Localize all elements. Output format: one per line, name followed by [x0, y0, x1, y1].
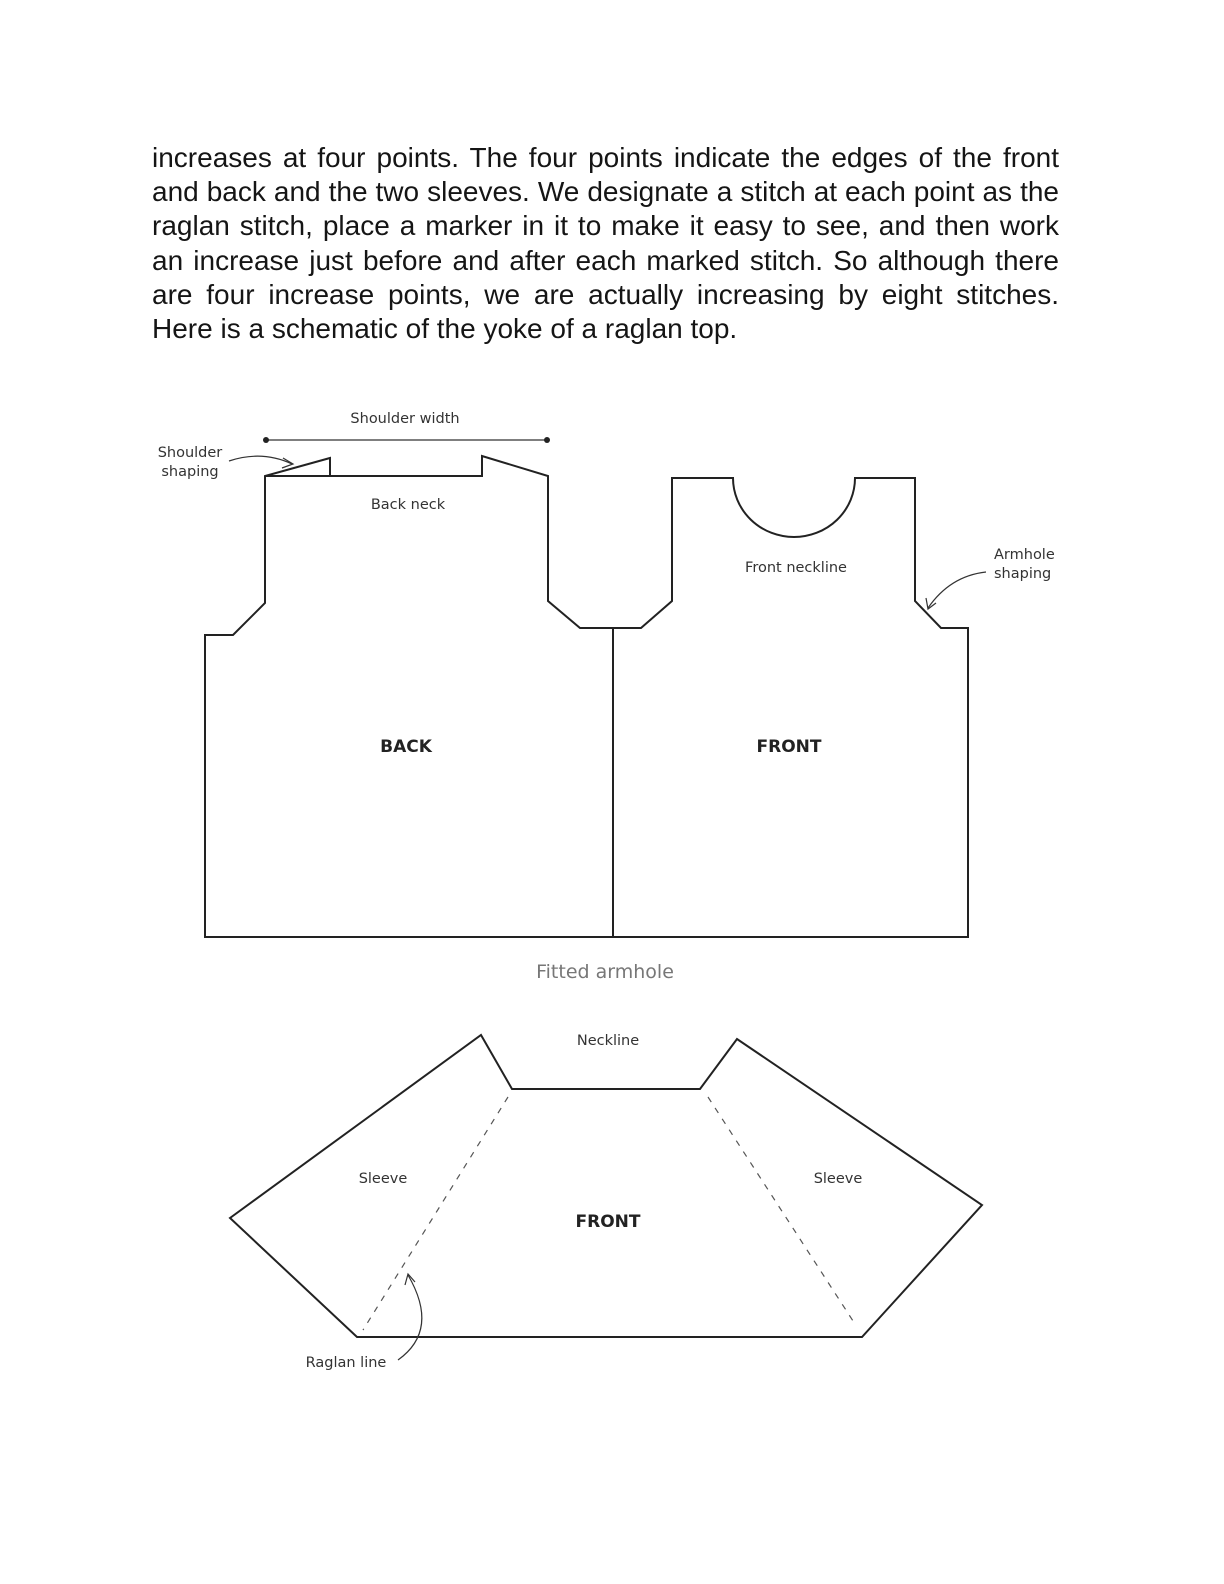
left-sleeve-label: Sleeve — [358, 1171, 408, 1187]
shoulder-shaping-arrow — [229, 456, 293, 468]
front-label: FRONT — [756, 737, 822, 757]
raglan-line-arrow — [398, 1274, 422, 1360]
right-sleeve-label: Sleeve — [813, 1171, 863, 1187]
shoulder-width-label: Shoulder width — [350, 411, 460, 427]
shoulder-shaping-label-line1: Shoulder — [157, 445, 223, 461]
raglan-yoke-outline — [230, 1035, 982, 1337]
back-label: BACK — [380, 737, 432, 757]
shoulder-shaping-label-line2: shaping — [161, 464, 219, 480]
shoulder-width-measure — [263, 437, 550, 443]
front-piece-outline — [613, 478, 968, 937]
raglan-yoke-diagram — [230, 1033, 982, 1371]
back-piece-outline — [205, 456, 613, 937]
front-neckline-label: Front neckline — [745, 560, 847, 576]
raglan-line-label: Raglan line — [305, 1355, 387, 1371]
armhole-shaping-arrow — [926, 572, 986, 609]
neckline-label: Neckline — [576, 1033, 640, 1049]
raglan-front-label: FRONT — [575, 1212, 641, 1232]
fitted-armhole-diagram — [158, 411, 1055, 983]
armhole-shaping-label-line2: shaping — [994, 566, 1052, 582]
left-raglan-line — [363, 1097, 508, 1330]
back-neck-label: Back neck — [370, 497, 446, 513]
right-raglan-line — [708, 1097, 855, 1324]
armhole-shaping-label-line1: Armhole — [994, 547, 1055, 563]
fitted-armhole-caption: Fitted armhole — [536, 961, 674, 983]
body-paragraph: increases at four points. The four points indicate the edges of the front and back and the two sleeves. We designate a stitch at each point as the raglan stitch, place a marker in it to make it easy to see, and then work an increase just before and after each marked stitch. So although there are four increase points, we are actually increasing by eight stitches. Here is a schematic of the yoke of a raglan top. — [152, 142, 1059, 345]
